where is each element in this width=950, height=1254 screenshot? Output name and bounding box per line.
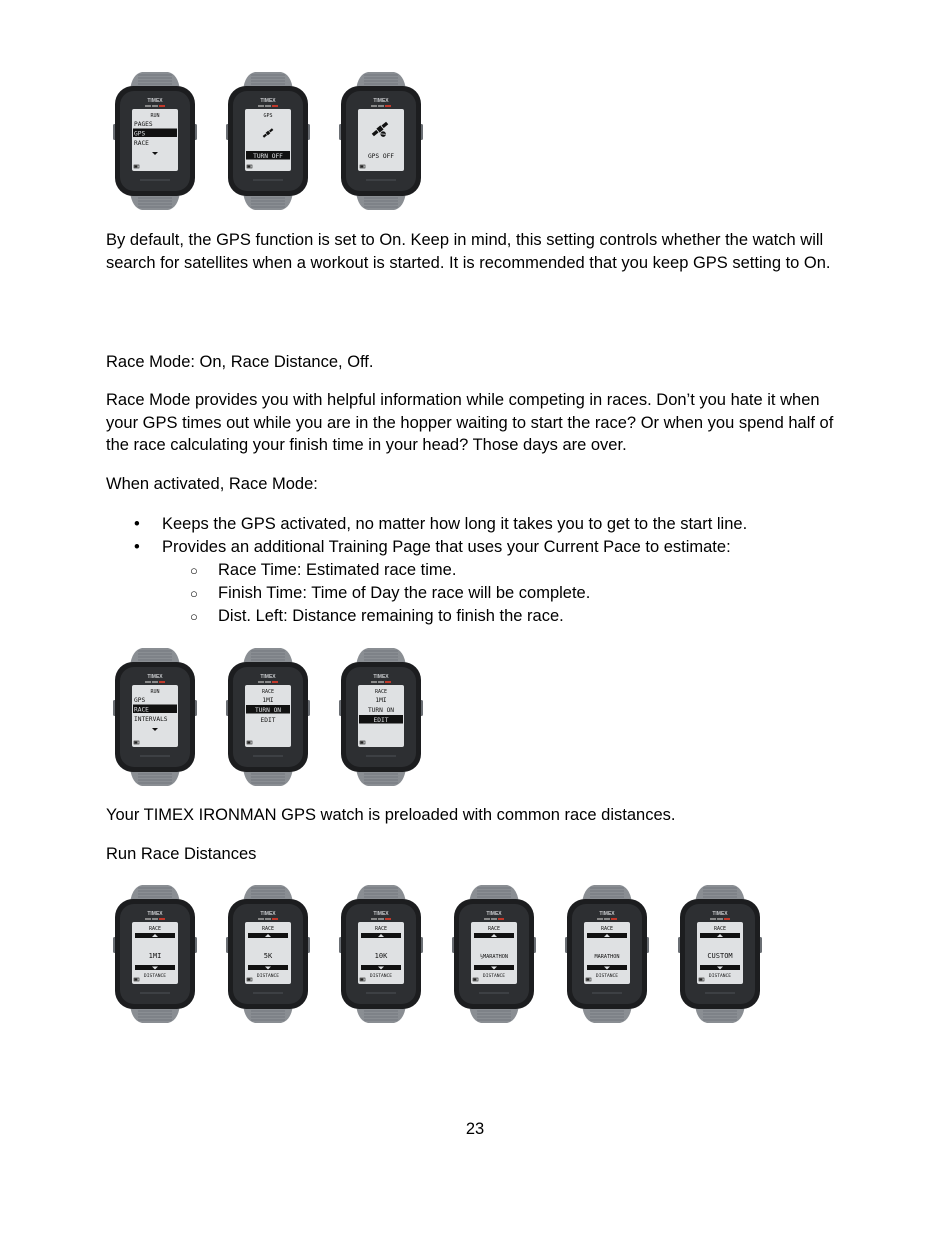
brand-logo: TIMEX (260, 911, 276, 917)
indicator-light (724, 918, 730, 920)
lcd-title: RACE (600, 926, 614, 932)
brand-logo: TIMEX (373, 674, 389, 680)
bullet-glyph: • (134, 515, 140, 533)
watch-illustration (338, 885, 424, 1023)
lcd-menu-line: RACE (134, 140, 149, 147)
indicator-light (145, 918, 151, 920)
page-number: 23 (465, 1120, 485, 1138)
indicator-light (159, 918, 165, 920)
brand-logo: TIMEX (486, 911, 502, 917)
indicator-light (378, 918, 384, 920)
indicator-light (152, 681, 158, 683)
brand-logo: TIMEX (260, 674, 276, 680)
watch-figure (338, 72, 424, 210)
watch-illustration (225, 885, 311, 1023)
lcd-distance-value: MARATHON (594, 954, 620, 960)
sub-bullet-item (106, 559, 846, 582)
indicator-light (145, 681, 151, 683)
indicator-light (265, 918, 271, 920)
bullet-glyph: • (134, 538, 140, 556)
brand-logo: TIMEX (599, 911, 615, 917)
lcd-menu-line: GPS (134, 697, 146, 704)
watch-illustration (451, 885, 537, 1023)
battery-level (135, 742, 138, 744)
sub-bullet-text: Dist. Left: Distance remaining to finish the race. (218, 607, 564, 625)
battery-level (587, 979, 590, 981)
indicator-light (152, 918, 158, 920)
sub-bullet-item (106, 605, 846, 628)
watch-row-gps (112, 72, 432, 212)
lcd-footer: DISTANCE (708, 974, 732, 979)
lcd-title: RACE (374, 926, 388, 932)
lcd-menu-line: 1MI (262, 697, 274, 704)
indicator-light (258, 105, 264, 107)
watch-figure (112, 648, 198, 786)
brand-logo: TIMEX (147, 911, 163, 917)
sub-bullet-glyph: ○ (190, 586, 198, 601)
watch-row-distances (112, 885, 772, 1025)
battery-level (248, 742, 251, 744)
battery-level (474, 979, 477, 981)
brand-logo: TIMEX (712, 911, 728, 917)
indicator-light (159, 105, 165, 107)
brand-logo: TIMEX (147, 674, 163, 680)
indicator-light (484, 918, 490, 920)
lcd-menu-line: GPS OFF (367, 153, 395, 160)
sub-bullet-text: Finish Time: Time of Day the race will be complete. (218, 584, 591, 602)
brand-logo: TIMEX (373, 98, 389, 104)
indicator-light (265, 105, 271, 107)
bullet-item (106, 513, 846, 536)
lcd-footer: DISTANCE (256, 974, 280, 979)
paragraph-race-mode-options: Race Mode: On, Race Distance, Off. (106, 353, 374, 371)
indicator-light (258, 681, 264, 683)
lcd-distance-value: CUSTOM (707, 952, 733, 960)
lcd-footer: DISTANCE (482, 974, 506, 979)
lcd-title: RACE (261, 689, 275, 695)
battery-level (135, 166, 138, 168)
watch-figure (225, 648, 311, 786)
indicator-light (378, 105, 384, 107)
lcd-distance-value: 10K (374, 952, 388, 960)
indicator-light (498, 918, 504, 920)
lcd-title: RACE (148, 926, 162, 932)
battery-level (361, 979, 364, 981)
watch-illustration (564, 885, 650, 1023)
watch-illustration (338, 72, 424, 210)
watch-row-race (112, 648, 432, 788)
battery-level (700, 979, 703, 981)
lcd-menu-line: TURN ON (367, 707, 395, 714)
paragraph-when-activated: When activated, Race Mode: (106, 475, 318, 493)
watch-illustration (225, 72, 311, 210)
paragraph-preloaded: Your TIMEX IRONMAN GPS watch is preloaded with common race distances. (106, 806, 676, 824)
indicator-light (604, 918, 610, 920)
watch-illustration (112, 885, 198, 1023)
lcd-menu-line: INTERVALS (134, 716, 168, 723)
lcd-menu-line: TURN ON (254, 707, 282, 714)
lcd-title: RACE (487, 926, 501, 932)
indicator-light (611, 918, 617, 920)
battery-level (248, 166, 251, 168)
lcd-menu-line: TURN OFF (253, 153, 283, 160)
lcd-footer: DISTANCE (369, 974, 393, 979)
watch-figure (338, 885, 424, 1023)
lcd-title: RACE (713, 926, 727, 932)
battery-level (361, 166, 364, 168)
watch-illustration (112, 72, 198, 210)
bullet-text: Keeps the GPS activated, no matter how long it takes you to get to the start line. (162, 515, 748, 533)
watch-illustration (677, 885, 763, 1023)
lcd-menu-line: GPS (134, 130, 146, 138)
indicator-light (152, 105, 158, 107)
watch-illustration (225, 648, 311, 786)
sub-bullet-text: Race Time: Estimated race time. (218, 561, 457, 579)
indicator-light (272, 681, 278, 683)
bullet-text: Provides an additional Training Page that uses your Current Pace to estimate: (162, 538, 731, 556)
lcd-title: RACE (374, 689, 388, 695)
bullet-item (106, 536, 846, 559)
indicator-light (491, 918, 497, 920)
lcd-menu-line: EDIT (373, 717, 389, 724)
lcd-distance-value: ½MARATHON (479, 954, 509, 960)
lcd-title: RUN (150, 689, 160, 695)
indicator-light (371, 105, 377, 107)
sub-bullet-glyph: ○ (190, 609, 198, 624)
indicator-light (272, 918, 278, 920)
brand-logo: TIMEX (260, 98, 276, 104)
watch-figure (677, 885, 763, 1023)
lcd-title: RACE (261, 926, 275, 932)
lcd-menu-line: 1MI (375, 697, 387, 704)
lcd-title: RUN (150, 113, 160, 119)
indicator-light (265, 681, 271, 683)
watch-figure (338, 648, 424, 786)
watch-figure (225, 885, 311, 1023)
lcd-menu-line: PAGES (134, 121, 153, 128)
indicator-light (371, 918, 377, 920)
paragraph-gps-default: By default, the GPS function is set to On. Keep in mind, this setting controls whether the watch will search for satellites when a workout is started. It is recommended that you keep GPS setting to On. (106, 231, 831, 272)
brand-logo: TIMEX (373, 911, 389, 917)
indicator-light (145, 105, 151, 107)
lcd-distance-value: 5K (263, 952, 273, 960)
indicator-light (371, 681, 377, 683)
watch-figure (451, 885, 537, 1023)
lcd-screen (358, 109, 404, 171)
lcd-distance-value: 1MI (148, 952, 162, 960)
indicator-light (378, 681, 384, 683)
indicator-light (258, 918, 264, 920)
indicator-light (385, 105, 391, 107)
battery-level (361, 742, 364, 744)
indicator-light (710, 918, 716, 920)
lcd-footer: DISTANCE (595, 974, 619, 979)
indicator-light (272, 105, 278, 107)
watch-figure (112, 72, 198, 210)
paragraph-run-race-distances: Run Race Distances (106, 845, 257, 863)
watch-figure (112, 885, 198, 1023)
paragraph-race-mode-intro: Race Mode provides you with helpful information while competing in races. Don’t you hate it when your GPS times out while you are in the hopper waiting to start the race? Or when you spend half of the race calculating your finish time in your head? Those days are over. (106, 391, 834, 454)
indicator-light (385, 681, 391, 683)
lcd-menu-line: RACE (134, 706, 149, 714)
indicator-light (717, 918, 723, 920)
race-mode-bullet-list (106, 513, 846, 628)
lcd-menu-line: EDIT (260, 717, 276, 724)
indicator-light (385, 918, 391, 920)
lcd-footer: DISTANCE (143, 974, 167, 979)
watch-figure (225, 72, 311, 210)
battery-level (135, 979, 138, 981)
lcd-title: GPS (263, 113, 273, 119)
watch-figure (564, 885, 650, 1023)
watch-illustration (338, 648, 424, 786)
sub-bullet-glyph: ○ (190, 563, 198, 578)
battery-level (248, 979, 251, 981)
indicator-light (159, 681, 165, 683)
watch-illustration (112, 648, 198, 786)
brand-logo: TIMEX (147, 98, 163, 104)
sub-bullet-item (106, 582, 846, 605)
indicator-light (597, 918, 603, 920)
